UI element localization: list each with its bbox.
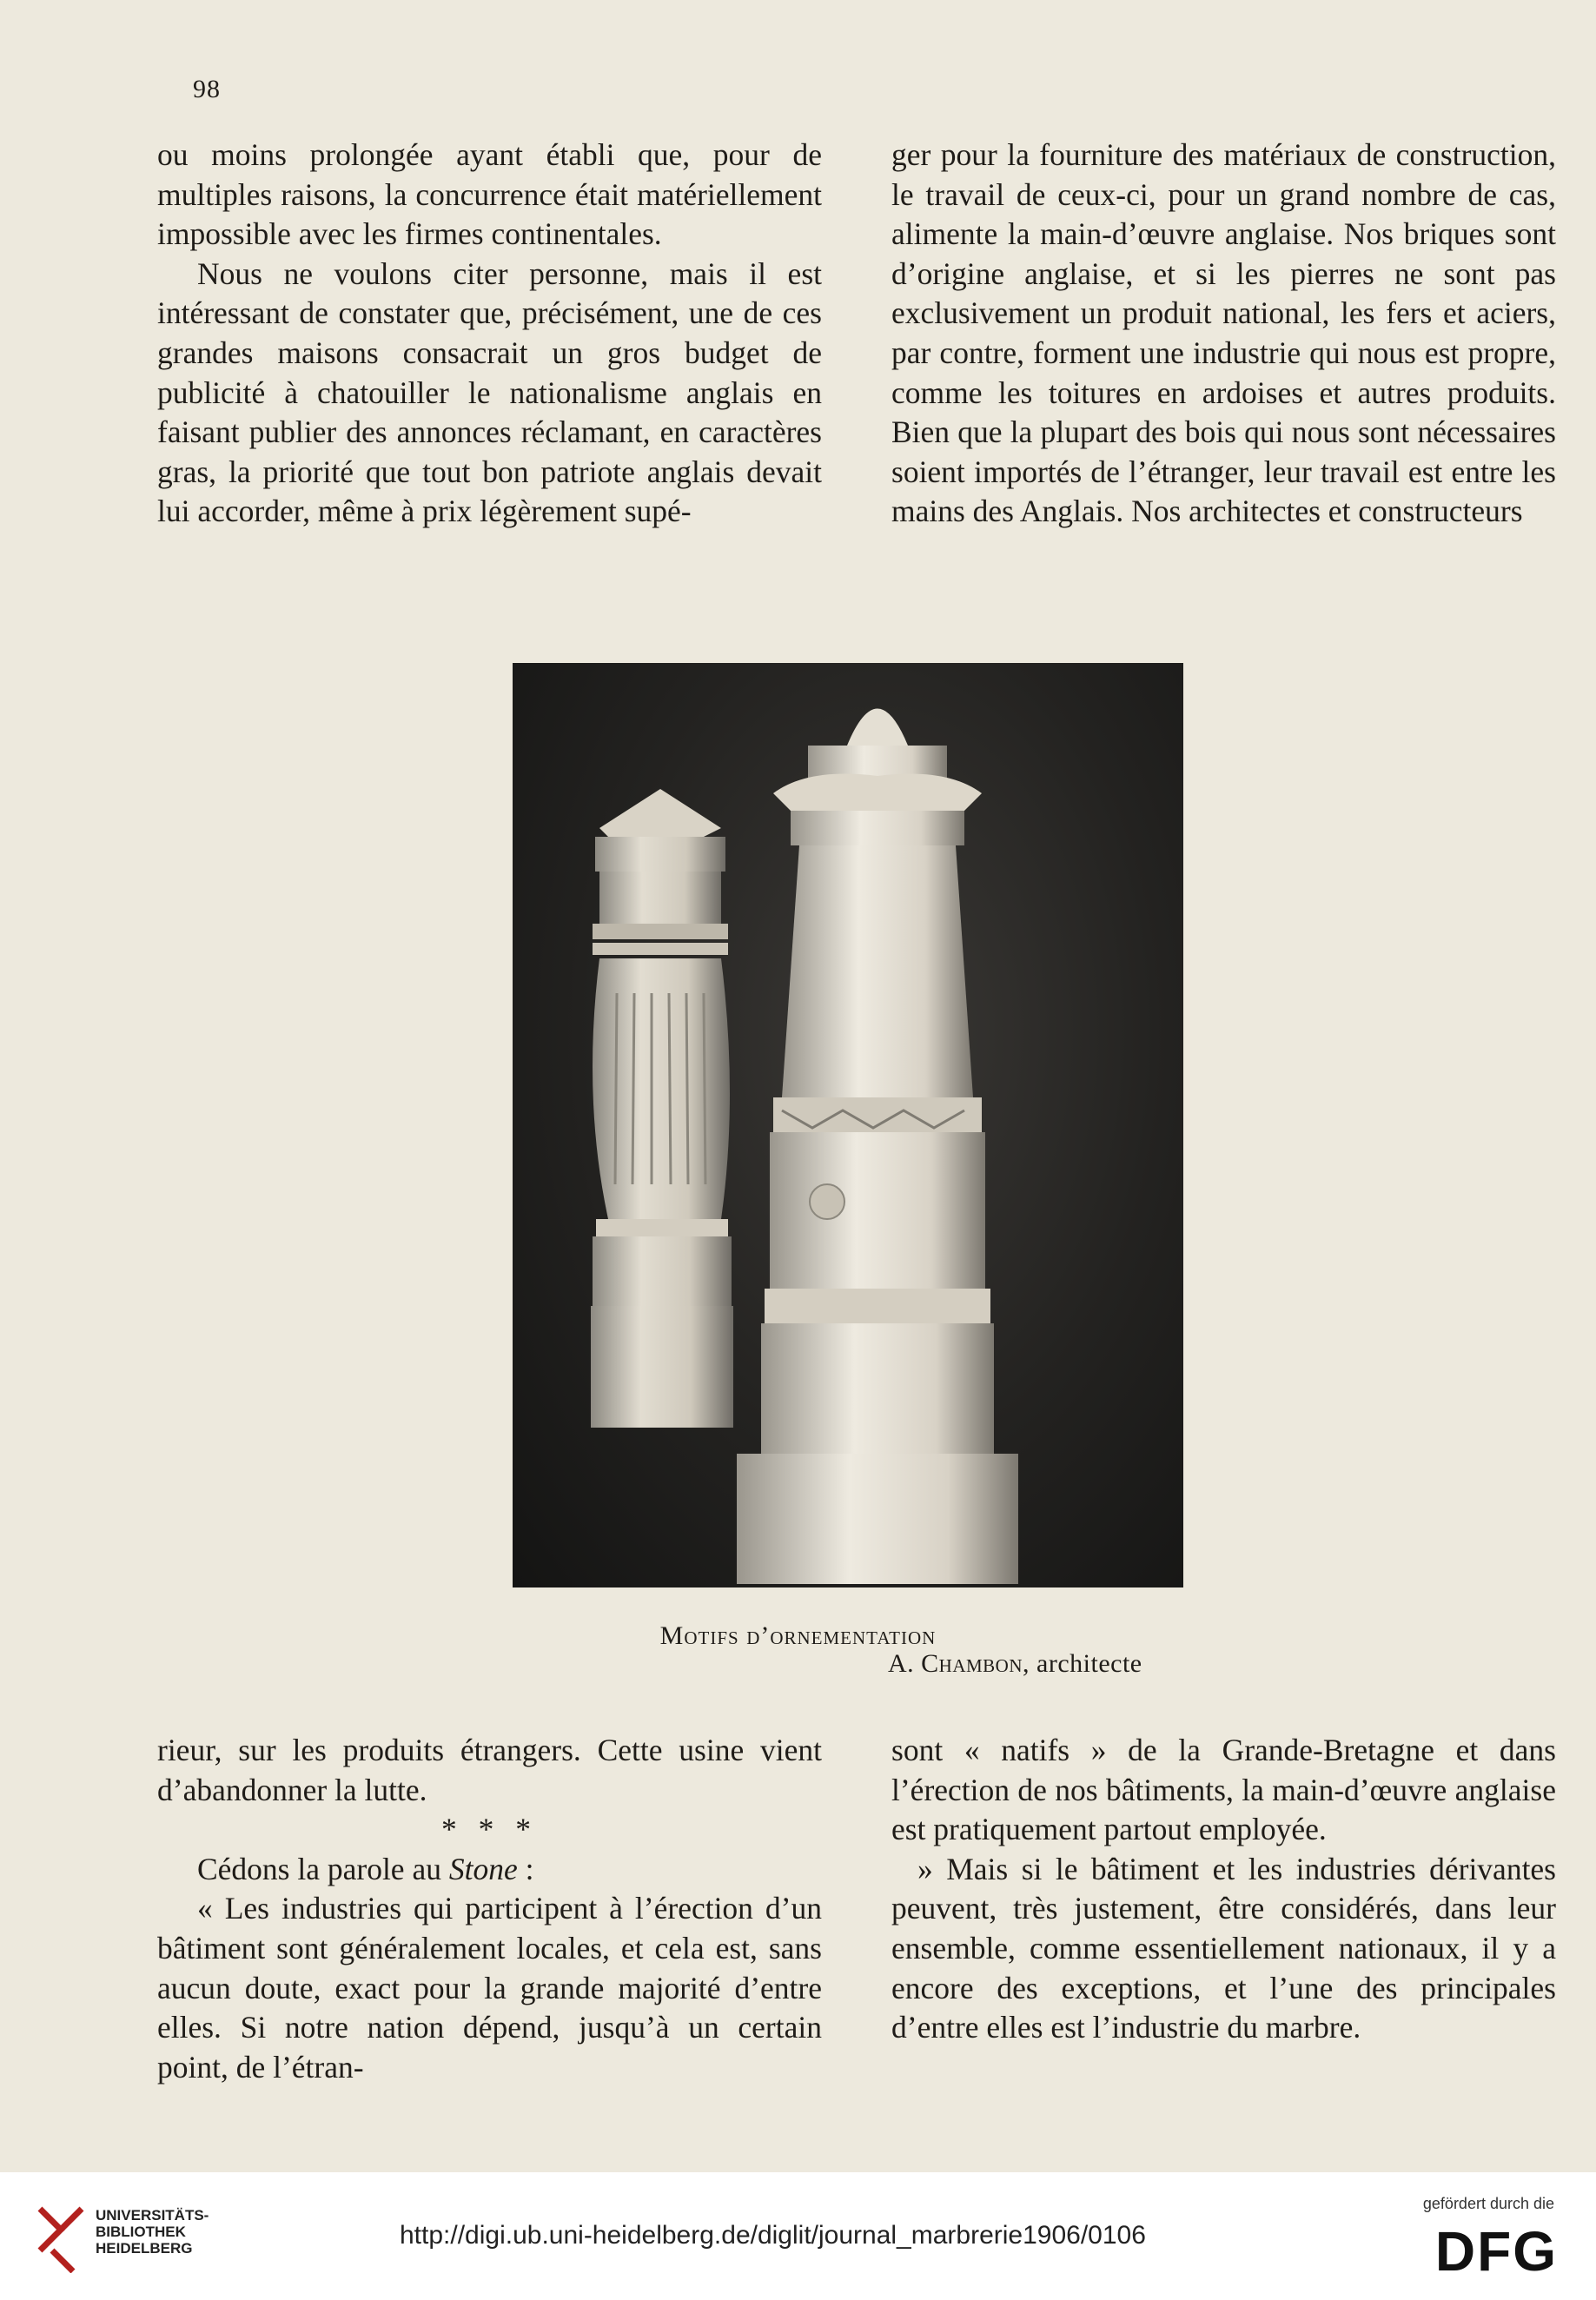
paragraph: « Les industries qui participent à l’érection d’un bâtiment sont généralement locales, et cela est, sans aucun doute, exact pour la grande majorité d’entre elles. Si notre nation dépend, jusqu’à un certain point, de l’étran- bbox=[157, 1891, 822, 2085]
digitization-footer bbox=[0, 2172, 1596, 2300]
figure-credit bbox=[888, 1649, 1142, 1679]
architect-name: A. Chambon bbox=[888, 1649, 1023, 1678]
source-link[interactable]: http://digi.ub.uni-heidelberg.de/diglit/journal_marbrerie1906/0106 bbox=[400, 2221, 1146, 2250]
photo-illustration bbox=[513, 663, 1183, 1587]
figure-caption: Motifs d’ornementation bbox=[659, 1621, 937, 1650]
text-column-left-bottom bbox=[157, 1731, 822, 2087]
architect-role: , architecte bbox=[1023, 1649, 1142, 1678]
ub-heidelberg-logo-icon bbox=[35, 2204, 87, 2273]
library-name: UNIVERSITÄTS- BIBLIOTHEK HEIDELBERG bbox=[96, 2207, 209, 2257]
paragraph: » Mais si le bâtiment et les industries dérivantes peuvent, très justement, être considérés, dans leur ensemble, comme essentiellement nationaux, il y a encore des exceptions, et l’une des principales d’entre elles est l’industrie du marbre. bbox=[891, 1851, 1556, 2045]
text-column-left-top bbox=[157, 136, 822, 532]
text-column-right-bottom bbox=[891, 1731, 1556, 2048]
funded-by-label: gefördert durch die bbox=[1422, 2195, 1554, 2212]
photograph-ornamental-chimney-pots bbox=[513, 663, 1183, 1587]
paragraph bbox=[157, 1850, 822, 1890]
paragraph: ger pour la fourniture des matériaux de construction, le travail de ceux-ci, pour un grand nombre de cas, alimente la main-d’œuvre anglaise. Nos briques sont d’origine anglaise, et si les pierres ne sont pas exclusivement un produit national, les fers et aciers, par contre, forment une industrie qui nous est propre, comme les toitures en ardoises et autres produits. Bien que la plupart des bois qui nous sont nécessaires soient importés de l’étranger, leur travail est entre les mains des Anglais. Nos architectes et constructeurs bbox=[891, 137, 1556, 529]
text-run: Cédons la parole au bbox=[197, 1851, 449, 1886]
paragraph: sont « natifs » de la Grande-Bretagne et dans l’érection de nos bâtiments, la main-d’œuvre anglaise est pratiquement partout employée. bbox=[891, 1733, 1556, 1847]
short-pillar bbox=[591, 789, 733, 1428]
page-number: 98 bbox=[193, 75, 221, 103]
paragraph: ou moins prolongée ayant établi que, pour de multiples raisons, la concurrence était matériellement impossible avec les firmes continentales. bbox=[157, 137, 822, 252]
tall-pillar bbox=[737, 709, 1018, 1585]
paragraph: Nous ne voulons citer personne, mais il est intéressant de constater que, précisément, une de ces grandes maisons consacrait un gros budget de publicité à chatouiller le nationalisme anglais en faisant publier des annonces réclamant, en caractères gras, la priorité que tout bon patriote anglais devait lui accorder, même à prix légèrement supé- bbox=[157, 255, 822, 529]
paragraph: rieur, sur les produits étrangers. Cette usine vient d’abandonner la lutte. bbox=[157, 1733, 822, 1807]
dfg-logo: DFG bbox=[1434, 2220, 1558, 2283]
section-separator: * * * bbox=[441, 1812, 538, 1847]
publication-name: Stone bbox=[448, 1851, 518, 1886]
text-run: : bbox=[517, 1851, 534, 1886]
text-column-right-top bbox=[891, 136, 1556, 532]
